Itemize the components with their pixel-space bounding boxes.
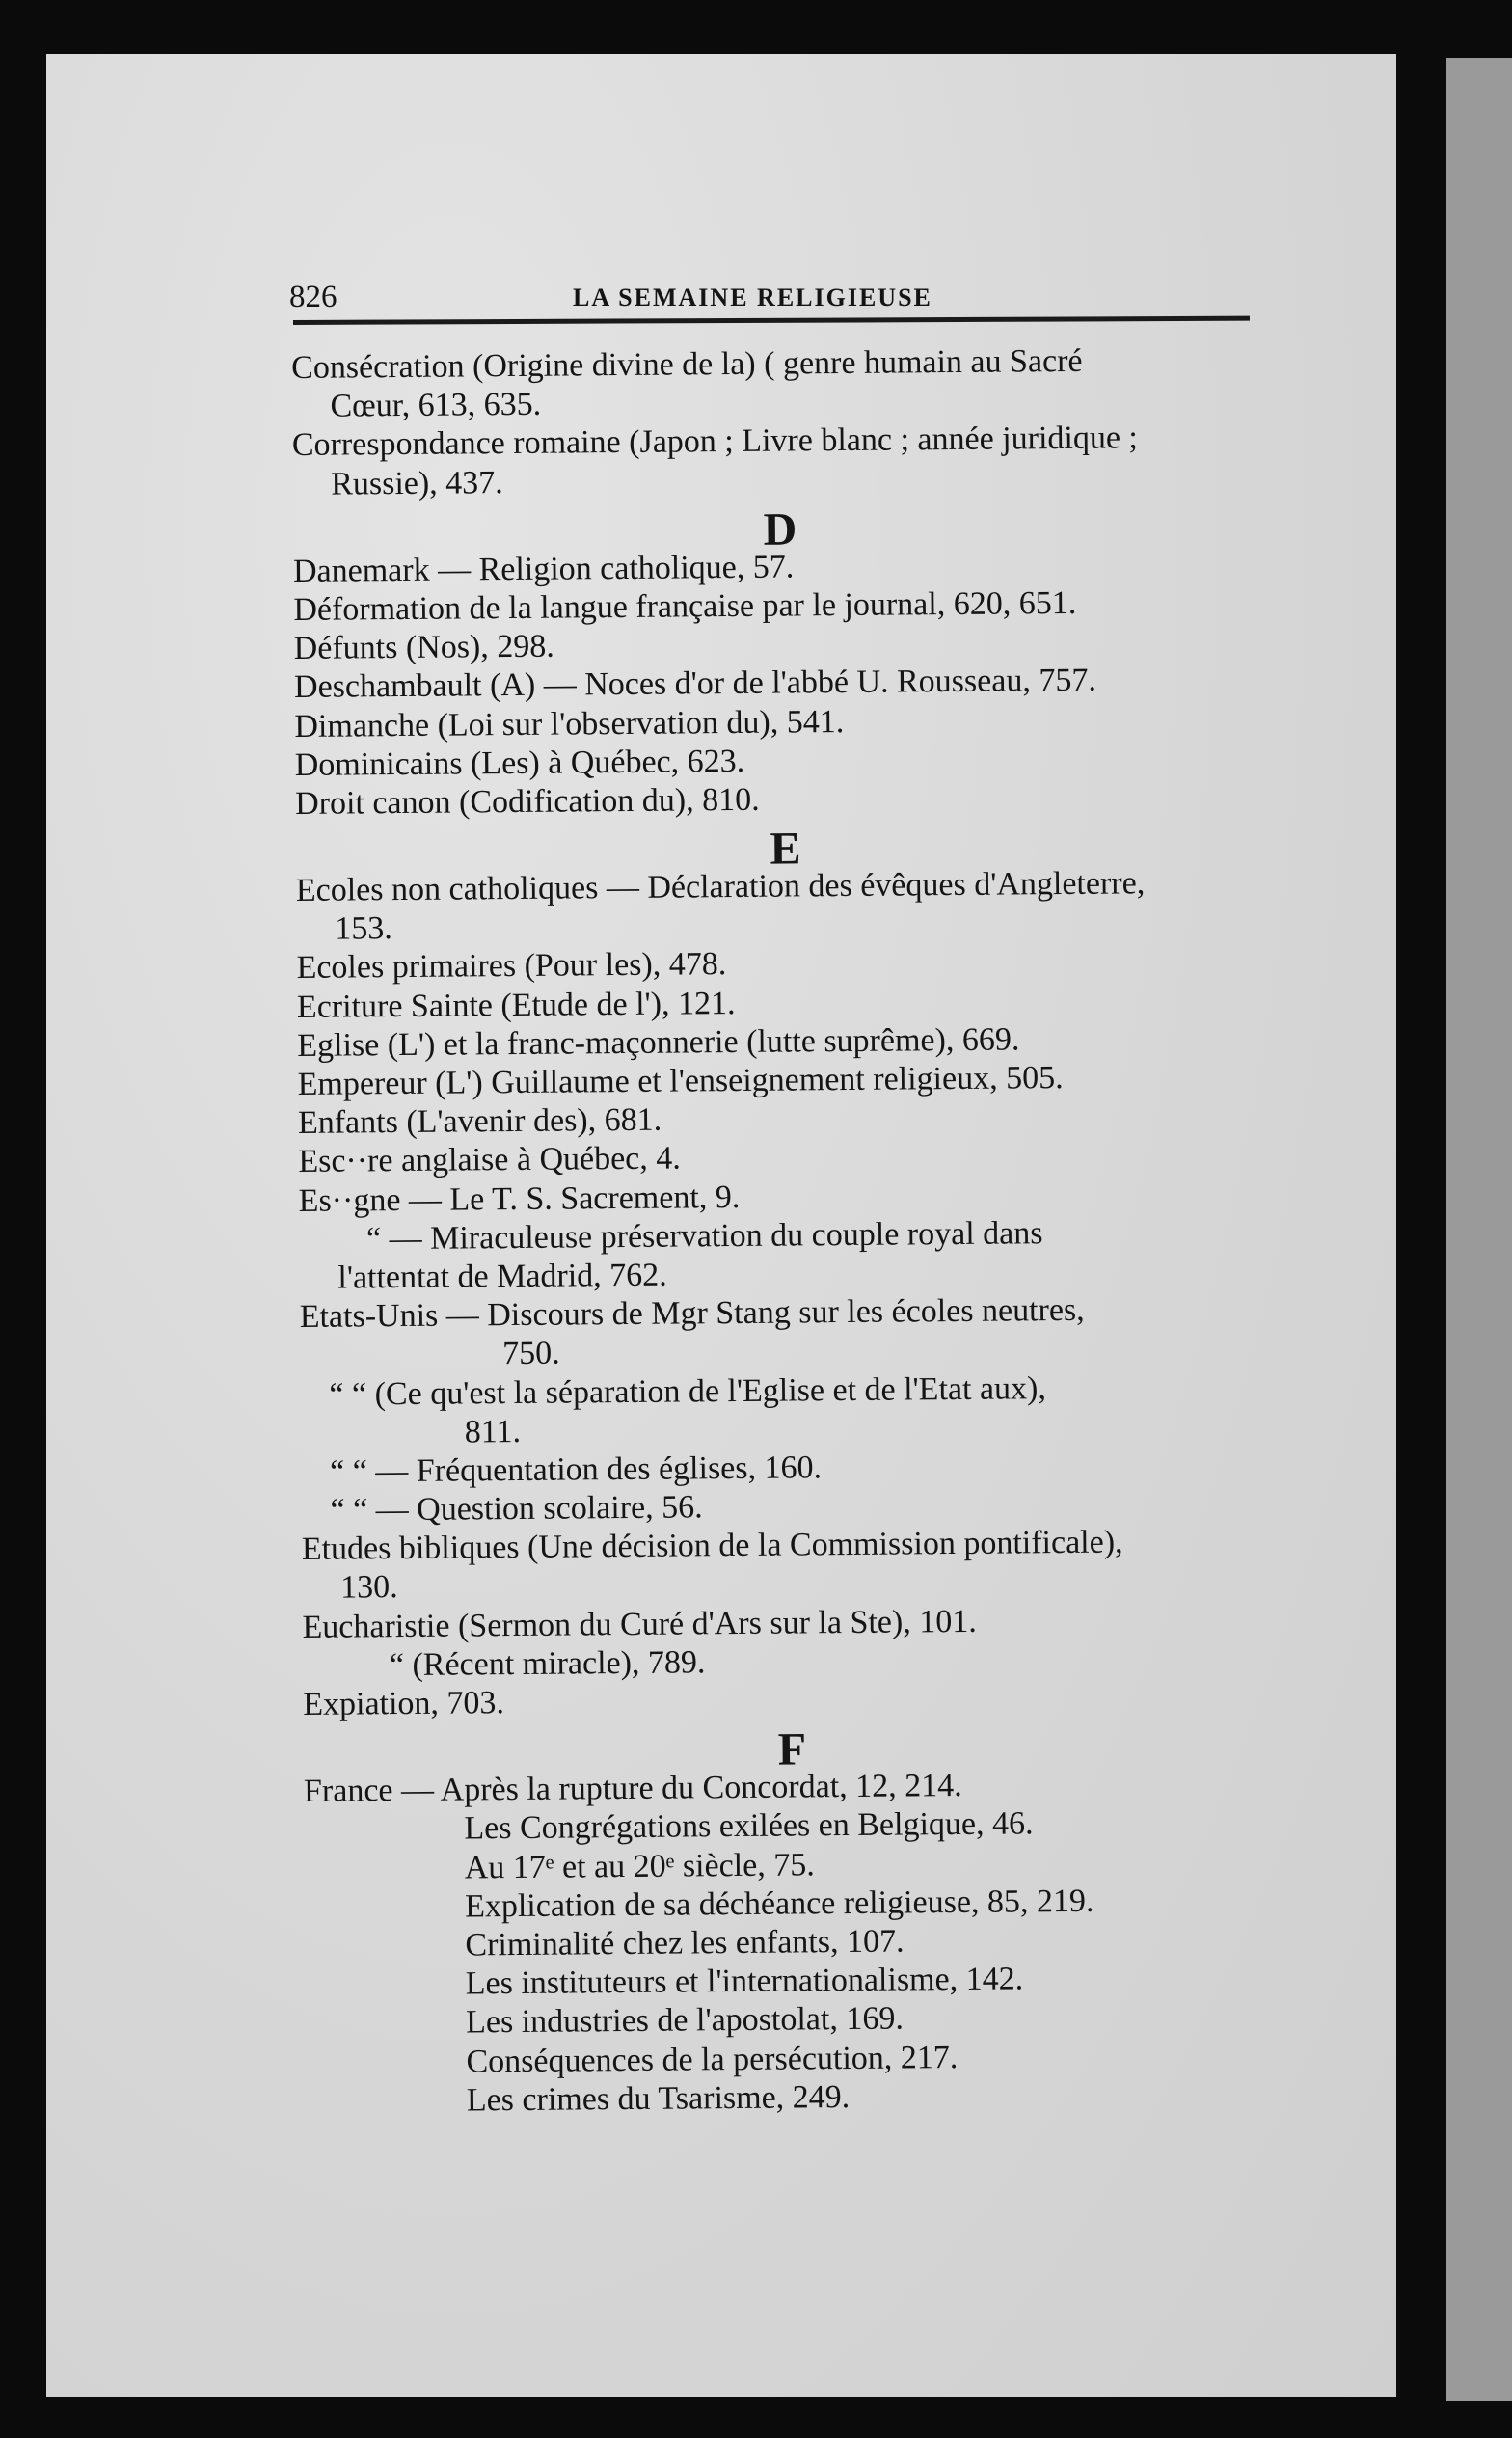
index-entry-line: “ — Miraculeuse préservation du couple royal dans bbox=[365, 1214, 1043, 1258]
index-entry-line: 130. bbox=[340, 1569, 398, 1607]
index-entry-line: Etats-Unis — Discours de Mgr Stang sur les écoles neutres, bbox=[299, 1291, 1085, 1336]
index-entry-line: “ “ (Ce qu'est la séparation de l'Eglise et de l'Etat aux), bbox=[329, 1369, 1047, 1413]
index-entry-line: Les crimes du Tsarisme, 249. bbox=[466, 2078, 850, 2119]
index-entry-line: Déformation de la langue française par le journal, 620, 651. bbox=[293, 584, 1077, 628]
page-number: 826 bbox=[289, 280, 338, 314]
index-entry-line: Au 17ᵉ et au 20ᵉ siècle, 75. bbox=[464, 1846, 815, 1886]
index-entry-line: Enfants (L'avenir des), 681. bbox=[297, 1101, 662, 1142]
index-entry-line: Esc··re anglaise à Québec, 4. bbox=[298, 1140, 681, 1180]
adjacent-page-edge bbox=[1446, 58, 1512, 2401]
index-entry-line: Danemark — Religion catholique, 57. bbox=[292, 549, 795, 589]
running-title: LA SEMAINE RELIGIEUSE bbox=[573, 284, 932, 312]
index-entry-line: Es··gne — Le T. S. Sacrement, 9. bbox=[298, 1178, 741, 1219]
index-entry-line: Deschambault (A) — Noces d'or de l'abbé U. Rousseau, 757. bbox=[293, 663, 1097, 706]
index-entry-line: Les instituteurs et l'internationalisme, 142. bbox=[465, 1961, 1024, 2002]
index-entry-line: 750. bbox=[501, 1335, 560, 1372]
section-letter-f: F bbox=[777, 1723, 807, 1775]
index-entry-line: Expiation, 703. bbox=[303, 1685, 505, 1722]
index-entry-line: Ecoles non catholiques — Déclaration des évêques d'Angleterre, bbox=[295, 865, 1146, 909]
index-entry-line: Cœur, 613, 635. bbox=[330, 386, 542, 424]
index-entry-line: “ (Récent miracle), 789. bbox=[389, 1644, 706, 1683]
index-body bbox=[291, 340, 1290, 2122]
index-entry-line: Défunts (Nos), 298. bbox=[293, 628, 554, 667]
index-entry-line: Russie), 437. bbox=[331, 464, 503, 502]
index-entry-line: Explication de sa déchéance religieuse, 85, 219. bbox=[464, 1883, 1094, 1925]
index-entry-line: France — Après la rupture du Concordat, 12, 214. bbox=[303, 1768, 962, 1810]
section-letter-e: E bbox=[770, 823, 801, 875]
index-entry-line: Les Congrégations exilées en Belgique, 46. bbox=[464, 1805, 1034, 1847]
index-entry-line: Dominicains (Les) à Québec, 623. bbox=[294, 743, 745, 783]
index-entry-line: Ecoles primaires (Pour les), 478. bbox=[296, 946, 727, 987]
index-entry-line: Eglise (L') et la franc-maçonnerie (lutte suprême), 669. bbox=[297, 1021, 1020, 1064]
index-entry-line: Les industries de l'apostolat, 169. bbox=[465, 2000, 904, 2041]
index-entry-line: Criminalité chez les enfants, 107. bbox=[465, 1923, 904, 1964]
index-entry-line: Correspondance romaine (Japon ; Livre blanc ; année juridique ; bbox=[291, 420, 1139, 464]
index-entry-line: Etudes bibliques (Une décision de la Commission pontificale), bbox=[301, 1524, 1123, 1568]
index-entry-line: Ecriture Sainte (Etude de l'), 121. bbox=[296, 985, 736, 1025]
section-letter-d: D bbox=[763, 503, 797, 555]
index-entry-line: 811. bbox=[464, 1413, 522, 1450]
index-entry-line: Dimanche (Loi sur l'observation du), 541. bbox=[294, 703, 845, 745]
index-entry-line: “ “ — Fréquentation des églises, 160. bbox=[329, 1449, 823, 1490]
index-entry-line: Consécration (Origine divine de la) ( genre humain au Sacré bbox=[291, 342, 1083, 386]
index-entry-line: 153. bbox=[335, 910, 392, 947]
index-entry-line: “ “ — Question scolaire, 56. bbox=[330, 1489, 703, 1529]
index-entry-line: Conséquences de la persécution, 217. bbox=[466, 2039, 958, 2079]
index-entry-line: Empereur (L') Guillaume et l'enseignement religieux, 505. bbox=[297, 1060, 1064, 1102]
index-entry-line: Droit canon (Codification du), 810. bbox=[294, 781, 760, 822]
index-entry-line: Eucharistie (Sermon du Curé d'Ars sur la Ste), 101. bbox=[302, 1603, 977, 1645]
index-entry-line: l'attentat de Madrid, 762. bbox=[338, 1257, 667, 1296]
